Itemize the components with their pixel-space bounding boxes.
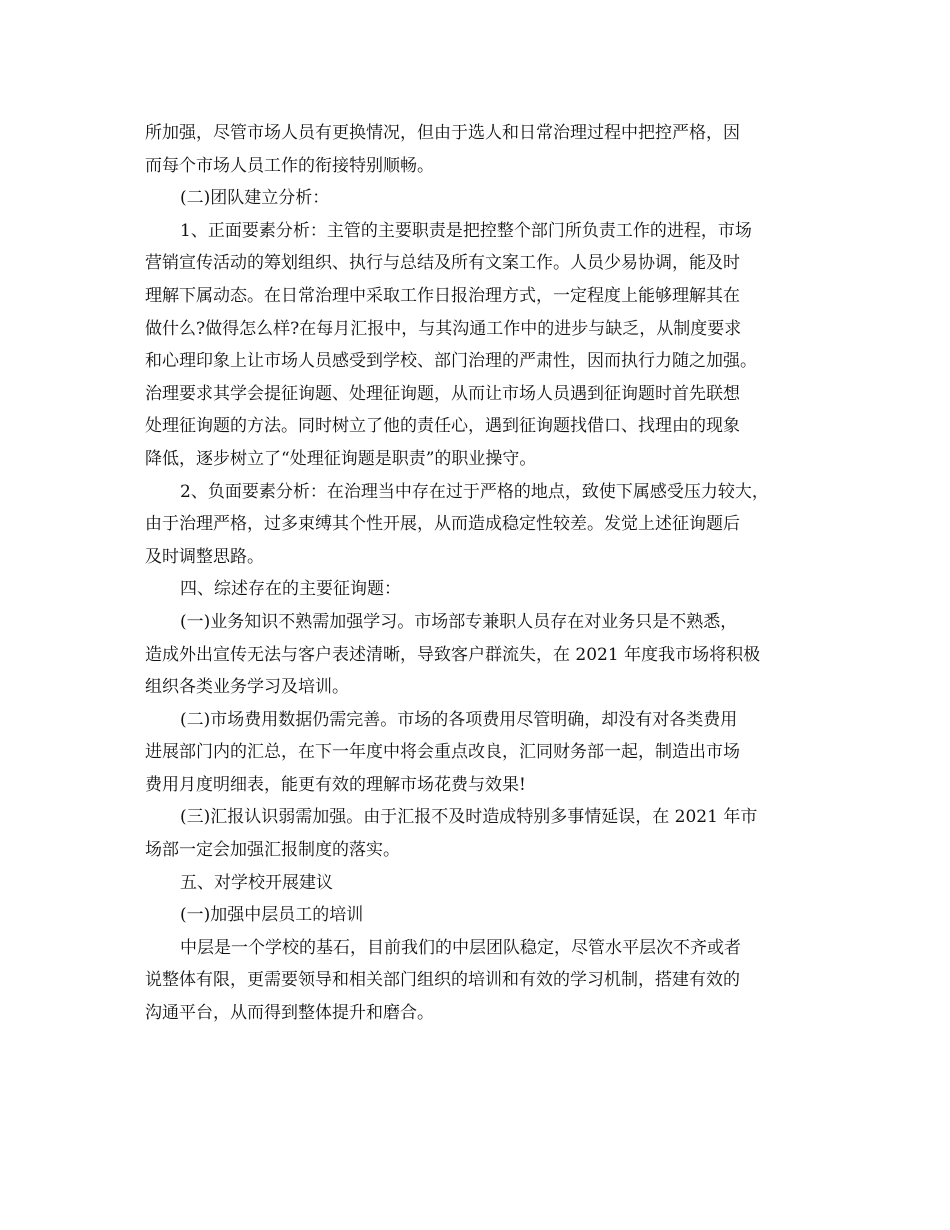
text-line: 由于治理严格，过多束缚其个性开展，从而造成稳定性较差。发觉上述征询题后: [145, 514, 740, 535]
text-line: 处理征询题的方法。同时树立了他的责任心，遇到征询题找借口、找理由的现象: [145, 416, 740, 437]
text-line: 说整体有限，更需要领导和相关部门组织的培训和有效的学习机制，搭建有效的: [145, 970, 740, 991]
text-line: (二)市场费用数据仍需完善。市场的各项费用尽管明确，却没有对各类费用: [180, 709, 738, 730]
text-line: 而每个市场人员工作的衔接特别顺畅。: [145, 155, 434, 176]
text-line: (三)汇报认识弱需加强。由于汇报不及时造成特别多事情延误，在 2021 年市: [180, 807, 758, 828]
text-line: 做什么?做得怎么样?在每月汇报中，与其沟通工作中的进步与缺乏，从制度要求: [145, 318, 742, 339]
text-line: 组织各类业务学习及培训。: [145, 677, 349, 698]
text-line: 中层是一个学校的基石，目前我们的中层团队稳定，尽管水平层次不齐或者: [180, 937, 741, 958]
text-line: 降低，逐步树立了“处理征询题是职责”的职业操守。: [145, 448, 537, 469]
text-line: 和心理印象上让市场人员感受到学校、部门治理的严肃性，因而执行力随之加强。: [145, 351, 757, 372]
text-line: 进展部门内的汇总，在下一年度中将会重点改良，汇同财务部一起，制造出市场: [145, 742, 740, 763]
text-line: (二)团队建立分析：: [180, 188, 330, 209]
text-line: (一)业务知识不熟需加强学习。市场部专兼职人员存在对业务只是不熟悉，: [180, 611, 738, 632]
text-line: 五、对学校开展建议: [180, 872, 333, 893]
text-line: 造成外出宣传无法与客户表述清晰，导致客户群流失，在 2021 年度我市场将积极: [145, 644, 761, 665]
text-line: 治理要求其学会提征询题、处理征询题，从而让市场人员遇到征询题时首先联想: [145, 383, 740, 404]
document-body: [145, 117, 805, 1030]
text-line: 及时调整思路。: [145, 546, 264, 567]
text-line: 沟通平台，从而得到整体提升和磨合。: [145, 1003, 434, 1024]
text-line: 场部一定会加强汇报制度的落实。: [145, 840, 400, 861]
text-line: 2、负面要素分析：在治理当中存在过于严格的地点，致使下属感受压力较大，: [180, 481, 769, 502]
text-line: 费用月度明细表，能更有效的理解市场花费与效果!: [145, 774, 526, 795]
text-line: 四、综述存在的主要征询题：: [180, 579, 401, 600]
text-line: 1、正面要素分析：主管的主要职责是把控整个部门所负责工作的进程，市场: [180, 220, 752, 241]
text-line: (一)加强中层员工的培训: [180, 905, 364, 926]
text-line: 营销宣传活动的筹划组织、执行与总结及所有文案工作。人员少易协调，能及时: [145, 253, 740, 274]
text-line: 理解下属动态。在日常治理中采取工作日报治理方式，一定程度上能够理解其在: [145, 285, 740, 306]
text-line: 所加强，尽管市场人员有更换情况，但由于选人和日常治理过程中把控严格，因: [145, 123, 740, 143]
